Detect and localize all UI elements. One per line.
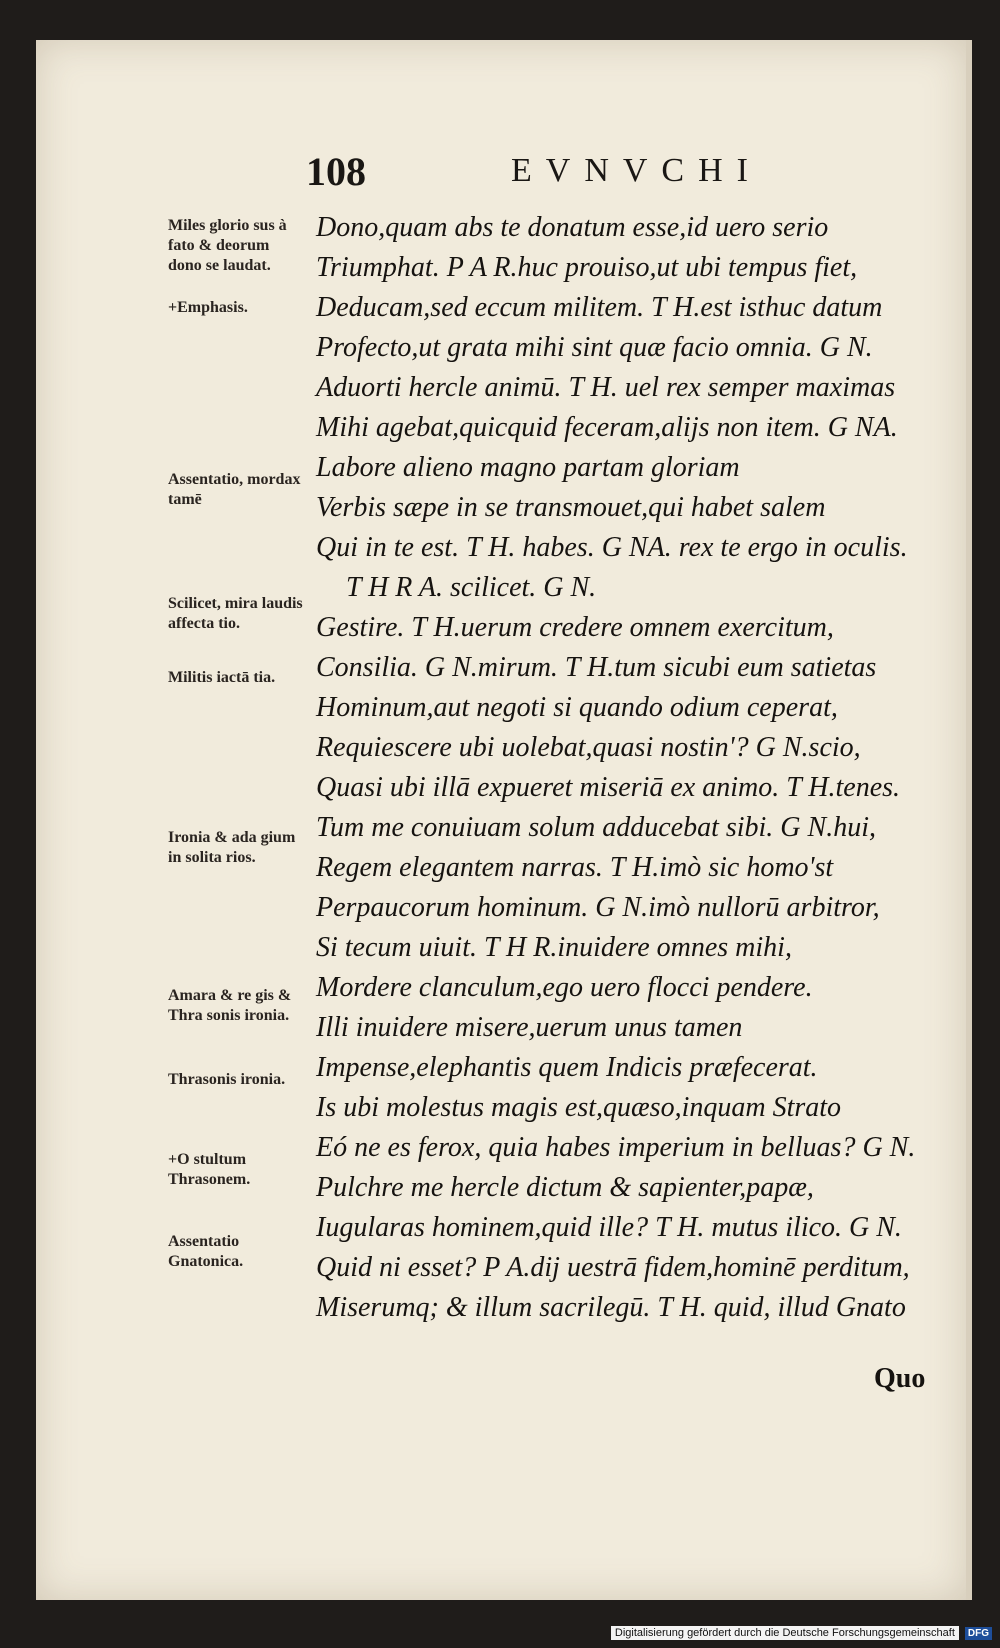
verse-line: Si tecum uiuit. T H R.inuidere omnes mihi,: [316, 932, 792, 963]
verse-line: Mihi agebat,quicquid feceram,alijs non item. G NA.: [316, 412, 898, 443]
verse-line: Requiescere ubi uolebat,quasi nostin'? G N.scio,: [316, 732, 861, 763]
verse-line: Illi inuidere misere,uerum unus tamen: [316, 1012, 743, 1043]
verse-line: Deducam,sed eccum militem. T H.est isthuc datum: [316, 292, 883, 323]
verse-line: Gestire. T H.uerum credere omnem exercitum,: [316, 612, 834, 643]
margin-note: Militis iactā tia.: [168, 669, 276, 686]
verse-line: Eó ne es ferox, quia habes imperium in belluas? G N.: [316, 1132, 916, 1163]
verse-line: Aduorti hercle animū. T H. uel rex semper maximas: [316, 372, 896, 403]
verse-line: Profecto,ut grata mihi sint quæ facio omnia. G N.: [316, 332, 873, 363]
verse-line: Verbis sæpe in se transmouet,qui habet salem: [316, 492, 826, 523]
book-page: [36, 40, 972, 1600]
verse-line: Miserumq; & illum sacrilegū. T H. quid, illud Gnato: [316, 1292, 906, 1323]
margin-note: Amara & re gis & Thra sonis ironia.: [168, 987, 292, 1024]
catchword: Quo: [874, 1363, 926, 1394]
verse-line: Impense,elephantis quem Indicis præfecerat.: [316, 1052, 818, 1083]
verse-line: Is ubi molestus magis est,quæso,inquam Strato: [316, 1092, 842, 1123]
verse-line: Qui in te est. T H. habes. G NA. rex te ergo in oculis.: [316, 532, 908, 563]
verse-line: Consilia. G N.mirum. T H.tum sicubi eum satietas: [316, 652, 877, 683]
page-number: 108: [306, 149, 366, 194]
margin-note: Scilicet, mira laudis affecta tio.: [168, 595, 303, 632]
verse-line: Triumphat. P A R.huc prouiso,ut ubi tempus fiet,: [316, 252, 858, 283]
margin-note: Thrasonis ironia.: [168, 1071, 286, 1088]
footer-text: Digitalisierung gefördert durch die Deutsche Forschungsgemeinschaft: [611, 1626, 959, 1640]
margin-note: Miles glorio sus à fato & deorum dono se laudat.: [168, 217, 287, 274]
margin-note: Ironia & ada gium in solita rios.: [168, 829, 296, 866]
verse-line: Quid ni esset? P A.dij uestrā fidem,hominē perditum,: [316, 1252, 910, 1283]
verse-line: Labore alieno magno partam gloriam: [316, 452, 740, 483]
verse-line: Dono,quam abs te donatum esse,id uero serio: [316, 212, 829, 243]
verse-line: Hominum,aut negoti si quando odium ceperat,: [316, 692, 838, 723]
verse-line: Quasi ubi illā expueret miseriā ex animo. T H.tenes.: [316, 772, 901, 803]
verse-line: Tum me conuiuam solum adducebat sibi. G N.hui,: [316, 812, 876, 843]
margin-note: +O stultum Thrasonem.: [168, 1151, 251, 1188]
page-header: [36, 148, 966, 208]
verse-line: Regem elegantem narras. T H.imò sic homo'st: [316, 852, 834, 883]
running-head: EVNVCHI: [511, 152, 762, 189]
footer-attribution: [611, 1624, 992, 1642]
margin-note: +Emphasis.: [168, 299, 248, 316]
verse-line: Mordere clanculum,ego uero flocci pendere.: [316, 972, 813, 1003]
margin-note: Assentatio, mordax tamē: [168, 471, 301, 508]
margin-note: Assentatio Gnatonica.: [168, 1233, 244, 1270]
dfg-logo: DFG: [965, 1627, 992, 1640]
verse-line: T H R A. scilicet. G N.: [346, 572, 597, 603]
verse-line: Perpaucorum hominum. G N.imò nullorū arbitror,: [316, 892, 880, 923]
verse-line: Pulchre me hercle dictum & sapienter,papæ,: [316, 1172, 814, 1203]
verse-line: Iugularas hominem,quid ille? T H. mutus ilico. G N.: [316, 1212, 902, 1243]
